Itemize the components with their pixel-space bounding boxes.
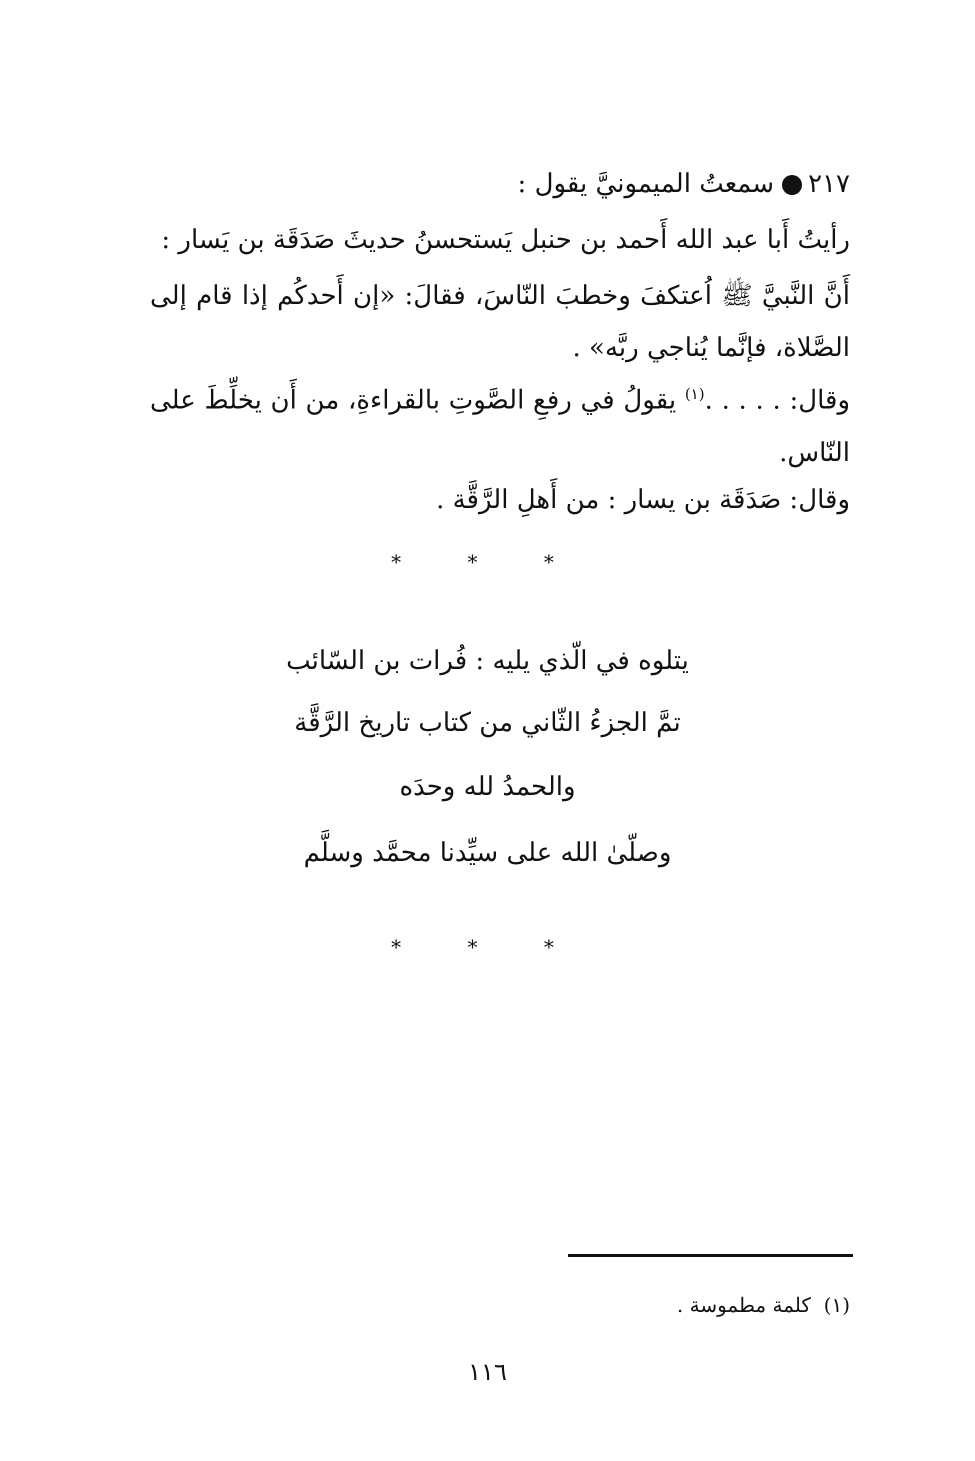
- bullet-icon: [782, 175, 802, 195]
- footnote-text: كلمة مطموسة .: [676, 1293, 811, 1317]
- paragraph-1: رأيتُ أَبا عبد الله أَحمد بن حنبل يَستحسنُ حديثَ صَدَقَة بن يَسار :: [161, 225, 850, 255]
- entry-heading: [150, 158, 850, 210]
- paragraph-3-rest: يقولُ في رفعِ الصَّوتِ بالقراءةِ، من أَن يخلِّطَ على النّاس.: [150, 385, 850, 468]
- paragraph-3: [150, 368, 850, 479]
- paragraph-2: أَنَّ النَّبيَّ ﷺ اُعتكفَ وخطبَ النّاسَ، فقالَ: «إن أَحدكُم إذا قام إلى الصَّلاة، فإنَّما يُناجي ربَّه» .: [150, 281, 850, 363]
- entry-number: ٢١٧: [808, 169, 850, 199]
- paragraph-4: وقال: صَدَقَة بن يسار : من أَهلِ الرَّقَّة .: [436, 485, 850, 515]
- separator-top: * * *: [391, 550, 584, 574]
- footnote: [677, 1290, 850, 1320]
- paragraph-3-start: وقال: . . . . .: [704, 385, 851, 416]
- footnote-reference: (١): [684, 385, 705, 403]
- footnote-marker: (١): [823, 1293, 850, 1317]
- colophon-line-2: تمَّ الجزءُ الثّاني من كتاب تاريخ الرَّقَّة: [294, 708, 681, 738]
- footnote-divider: [568, 1254, 853, 1257]
- colophon-line-3: والحمدُ لله وحدَه: [399, 772, 576, 802]
- colophon-line-1: يتلوه في الّذي يليه : فُرات بن السّائب: [286, 646, 689, 676]
- entry-opening: سمعتُ الميمونيَّ يقول :: [517, 169, 775, 199]
- colophon-line-4: وصلّىٰ الله على سيِّدنا محمَّد وسلَّم: [303, 838, 672, 868]
- page-number: ١١٦: [468, 1358, 507, 1386]
- separator-bottom: * * *: [391, 935, 584, 959]
